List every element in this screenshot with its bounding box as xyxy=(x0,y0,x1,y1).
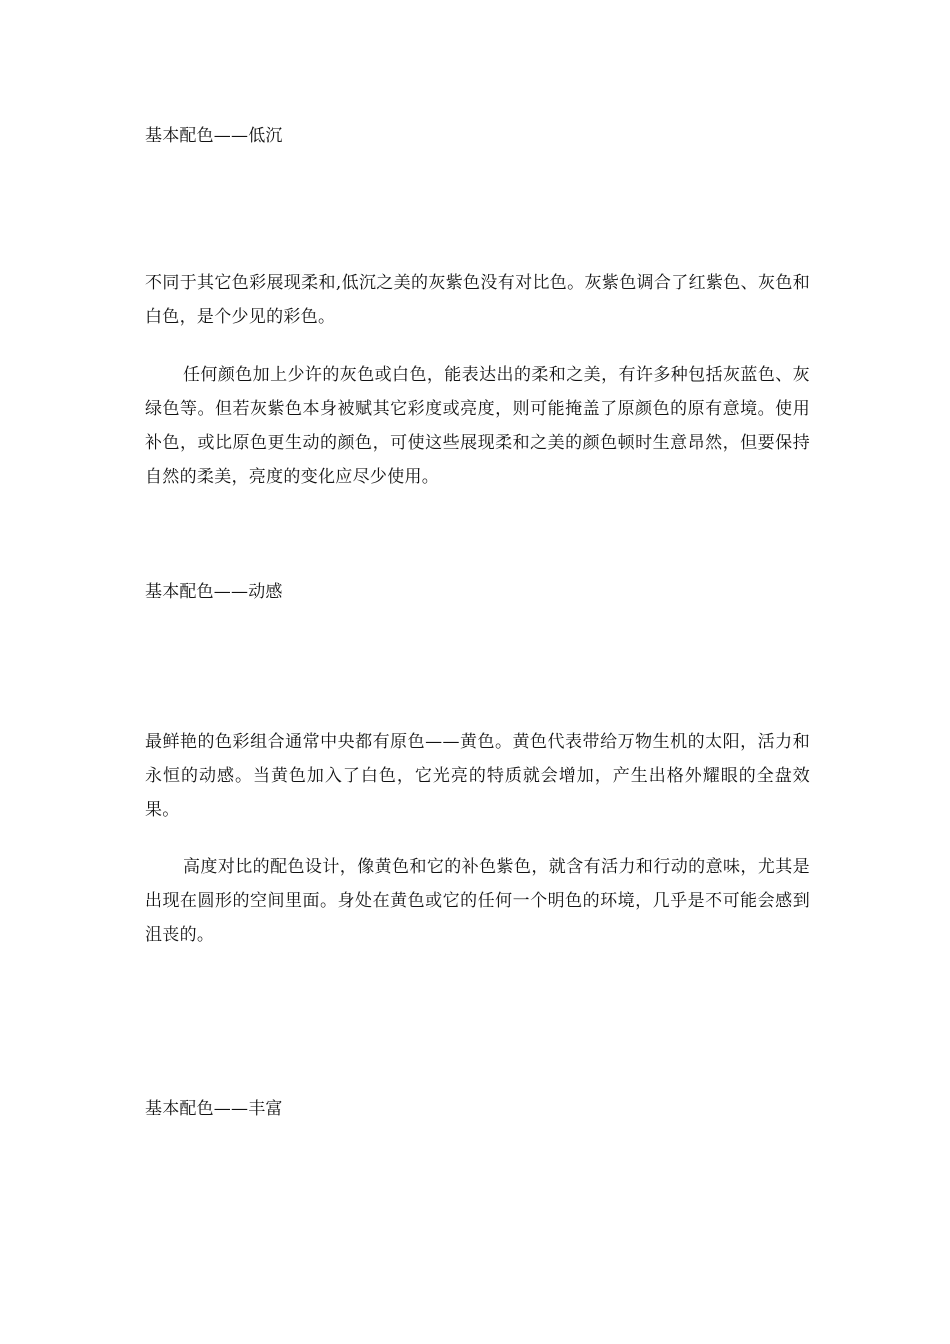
section-heading-low: 基本配色——低沉 xyxy=(145,126,283,146)
section-heading-rich: 基本配色——丰富 xyxy=(145,1099,283,1119)
section-heading-dynamic: 基本配色——动感 xyxy=(145,582,283,602)
paragraph-low-1: 不同于其它色彩展现柔和,低沉之美的灰紫色没有对比色。灰紫色调合了红紫色、灰色和白色，是个少见的彩色。 xyxy=(145,273,810,327)
paragraph-dynamic-2: 高度对比的配色设计，像黄色和它的补色紫色，就含有活力和行动的意味，尤其是出现在圆形的空间里面。身处在黄色或它的任何一个明色的环境，几乎是不可能会感到沮丧的。 xyxy=(145,857,810,945)
paragraph-dynamic-1: 最鲜艳的色彩组合通常中央都有原色——黄色。黄色代表带给万物生机的太阳，活力和永恒的动感。当黄色加入了白色，它光亮的特质就会增加，产生出格外耀眼的全盘效果。 xyxy=(145,732,810,820)
paragraph-low-2: 任何颜色加上少许的灰色或白色，能表达出的柔和之美，有许多种包括灰蓝色、灰绿色等。但若灰紫色本身被赋其它彩度或亮度，则可能掩盖了原颜色的原有意境。使用补色，或比原色更生动的颜色，可使这些展现柔和之美的颜色顿时生意昂然，但要保持自然的柔美，亮度的变化应尽少使用。 xyxy=(145,365,810,487)
